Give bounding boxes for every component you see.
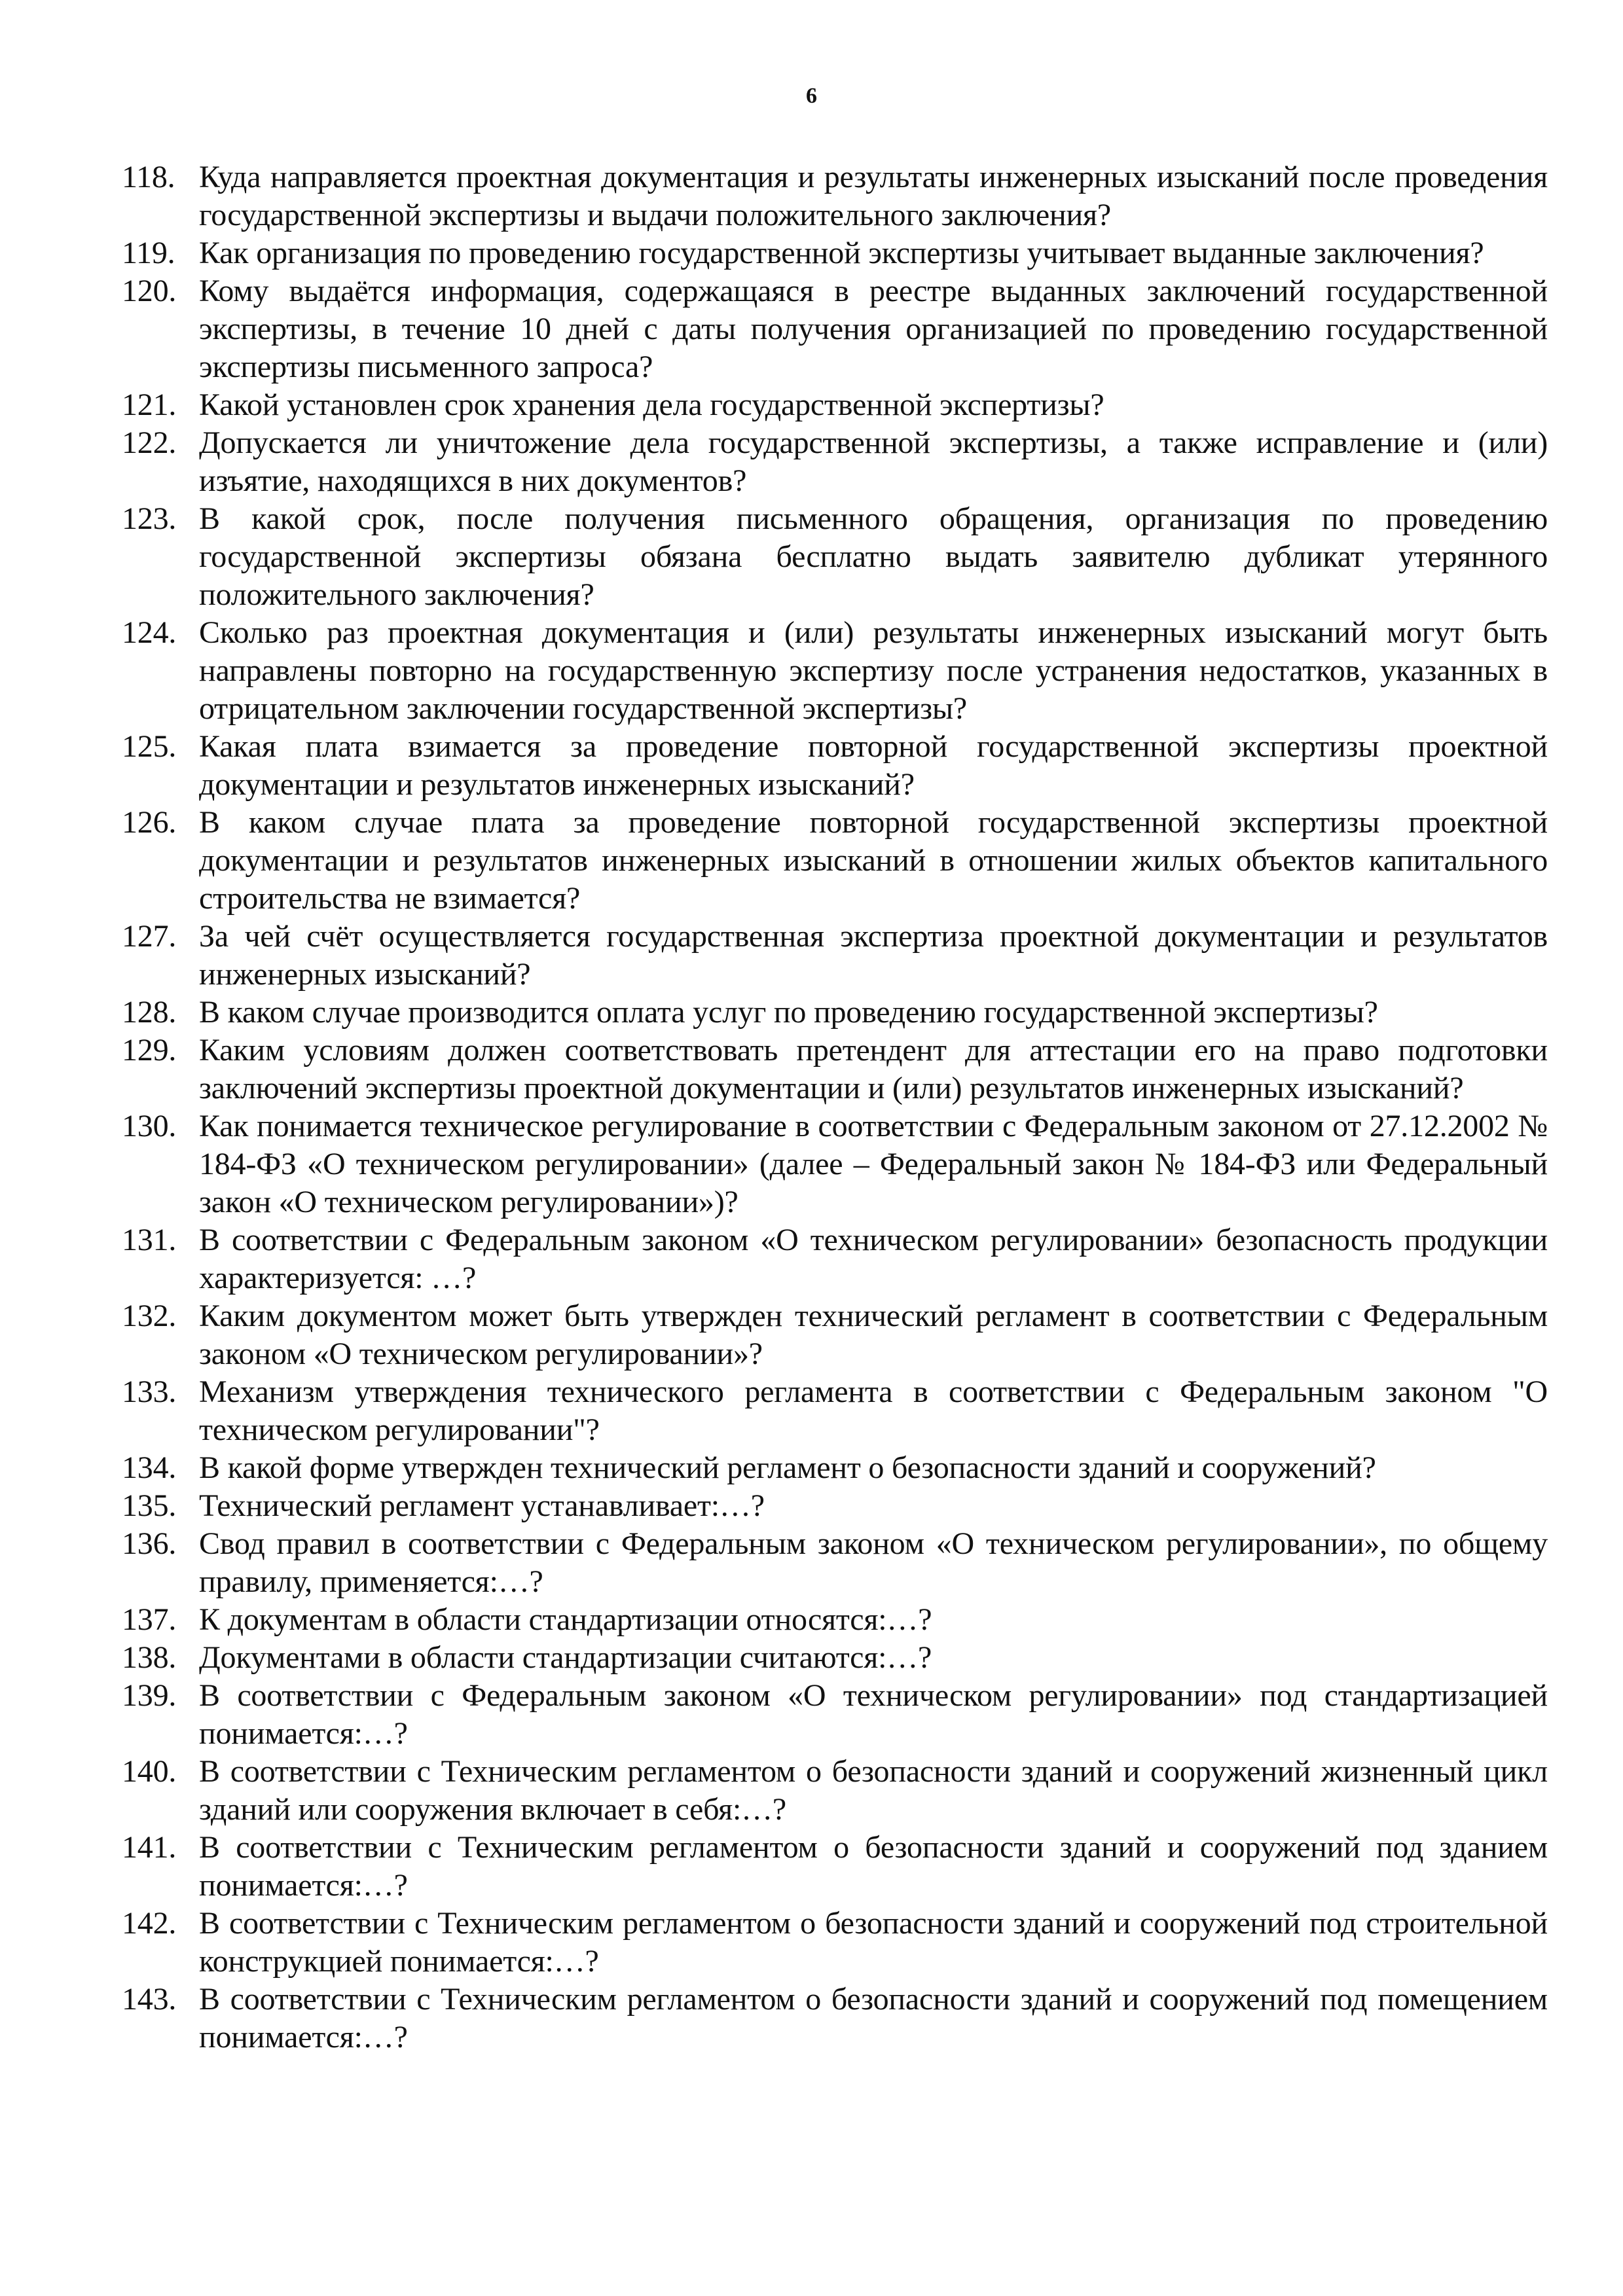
question-number: 118.: [122, 160, 175, 194]
question-number: 120.: [122, 274, 177, 308]
question-number: 122.: [122, 425, 177, 460]
question-item: [122, 1449, 1548, 1487]
question-number: 126.: [122, 805, 177, 840]
question-number: 135.: [122, 1488, 177, 1523]
question-text: Как организация по проведению государственной экспертизы учитывает выданные заключения?: [199, 236, 1484, 270]
question-number: 138.: [122, 1640, 177, 1675]
question-number: 119.: [122, 236, 175, 270]
question-text: Куда направляется проектная документация и результаты инженерных изысканий после проведения государственной экспертизы и выдачи положительного заключения?: [199, 160, 1548, 232]
question-item: [122, 1601, 1548, 1639]
question-text: Свод правил в соответствии с Федеральным законом «О техническом регулировании», по общему правилу, применяется:…?: [199, 1526, 1548, 1599]
question-item: [122, 1373, 1548, 1449]
question-number: 142.: [122, 1906, 177, 1941]
question-number: 125.: [122, 729, 177, 764]
question-item: [122, 272, 1548, 386]
question-text: В каком случае производится оплата услуг по проведению государственной экспертизы?: [199, 995, 1378, 1030]
question-text: В каком случае плата за проведение повторной государственной экспертизы проектной документации и результатов инженерных изысканий в отношении жилых объектов капитального строительства не взимается?: [199, 805, 1548, 916]
question-item: [122, 424, 1548, 500]
question-text: В какой срок, после получения письменного обращения, организация по проведению государственной экспертизы обязана бесплатно выдать заявителю дубликат утерянного положительного заключения?: [199, 501, 1548, 612]
question-text: Какая плата взимается за проведение повторной государственной экспертизы проектной документации и результатов инженерных изысканий?: [199, 729, 1548, 802]
question-text: В соответствии с Техническим регламентом о безопасности зданий и сооружений жизненный цикл зданий или сооружения включает в себя:…?: [199, 1754, 1548, 1827]
question-item: [122, 500, 1548, 614]
question-number: 121.: [122, 387, 177, 422]
question-number: 143.: [122, 1982, 177, 2017]
question-text: Технический регламент устанавливает:…?: [199, 1488, 765, 1523]
question-text: В соответствии с Техническим регламентом о безопасности зданий и сооружений под зданием понимается:…?: [199, 1830, 1548, 1903]
question-item: [122, 1829, 1548, 1905]
question-number: 141.: [122, 1830, 177, 1865]
question-item: [122, 1753, 1548, 1829]
question-text: В соответствии с Федеральным законом «О техническом регулировании» под стандартизацией понимается:…?: [199, 1678, 1548, 1751]
question-item: [122, 1297, 1548, 1373]
question-text: В соответствии с Федеральным законом «О техническом регулировании» безопасность продукции характеризуется: …?: [199, 1223, 1548, 1295]
question-number: 140.: [122, 1754, 177, 1789]
question-item: [122, 728, 1548, 804]
question-item: [122, 234, 1548, 272]
question-text: Сколько раз проектная документация и (или) результаты инженерных изысканий могут быть направлены повторно на государственную экспертизу после устранения недостатков, указанных в отрицательном заключении государственной экспертизы?: [199, 615, 1548, 726]
question-text: Документами в области стандартизации считаются:…?: [199, 1640, 932, 1675]
question-item: [122, 918, 1548, 994]
question-item: [122, 1031, 1548, 1107]
question-number: 124.: [122, 615, 177, 650]
question-item: [122, 1107, 1548, 1221]
question-list: [122, 158, 1548, 2056]
question-number: 131.: [122, 1223, 177, 1257]
question-text: В соответствии с Техническим регламентом о безопасности зданий и сооружений под помещением понимается:…?: [199, 1982, 1548, 2054]
question-number: 133.: [122, 1374, 177, 1409]
question-item: [122, 1677, 1548, 1753]
question-number: 137.: [122, 1602, 177, 1637]
question-item: [122, 1487, 1548, 1525]
question-text: Как понимается техническое регулирование в соответствии с Федеральным законом от 27.12.2002 № 184-ФЗ «О техническом регулировании» (далее – Федеральный закон № 184-ФЗ или Федеральный закон «О техническом регулировании»)?: [199, 1109, 1548, 1219]
question-item: [122, 158, 1548, 234]
question-number: 139.: [122, 1678, 177, 1713]
question-number: 128.: [122, 995, 177, 1030]
question-text: Допускается ли уничтожение дела государственной экспертизы, а также исправление и (или) изъятие, находящихся в них документов?: [199, 425, 1548, 498]
question-number: 130.: [122, 1109, 177, 1143]
page-number: 6: [806, 84, 817, 108]
question-number: 136.: [122, 1526, 177, 1561]
question-text: Механизм утверждения технического регламента в соответствии с Федеральным законом "О техническом регулировании"?: [199, 1374, 1548, 1447]
question-number: 127.: [122, 919, 177, 954]
question-item: [122, 1639, 1548, 1677]
question-item: [122, 386, 1548, 424]
question-text: Кому выдаётся информация, содержащаяся в реестре выданных заключений государственной экспертизы, в течение 10 дней с даты получения организацией по проведению государственной экспертизы письменного запроса?: [199, 274, 1548, 384]
question-number: 123.: [122, 501, 177, 536]
question-item: [122, 804, 1548, 918]
question-text: Каким условиям должен соответствовать претендент для аттестации его на право подготовки заключений экспертизы проектной документации и (или) результатов инженерных изысканий?: [199, 1033, 1548, 1105]
question-item: [122, 1981, 1548, 2056]
question-text: В соответствии с Техническим регламентом о безопасности зданий и сооружений под строительной конструкцией понимается:…?: [199, 1906, 1548, 1979]
question-number: 129.: [122, 1033, 177, 1067]
question-item: [122, 1221, 1548, 1297]
question-text: В какой форме утвержден технический регламент о безопасности зданий и сооружений?: [199, 1450, 1376, 1485]
question-text: К документам в области стандартизации относятся:…?: [199, 1602, 932, 1637]
question-item: [122, 1905, 1548, 1981]
question-text: Каким документом может быть утвержден технический регламент в соответствии с Федеральным законом «О техническом регулировании»?: [199, 1299, 1548, 1371]
question-text: Какой установлен срок хранения дела государственной экспертизы?: [199, 387, 1104, 422]
question-item: [122, 994, 1548, 1031]
question-number: 132.: [122, 1299, 177, 1333]
question-text: За чей счёт осуществляется государственная экспертиза проектной документации и результатов инженерных изысканий?: [199, 919, 1548, 992]
question-item: [122, 614, 1548, 728]
question-item: [122, 1525, 1548, 1601]
question-number: 134.: [122, 1450, 177, 1485]
